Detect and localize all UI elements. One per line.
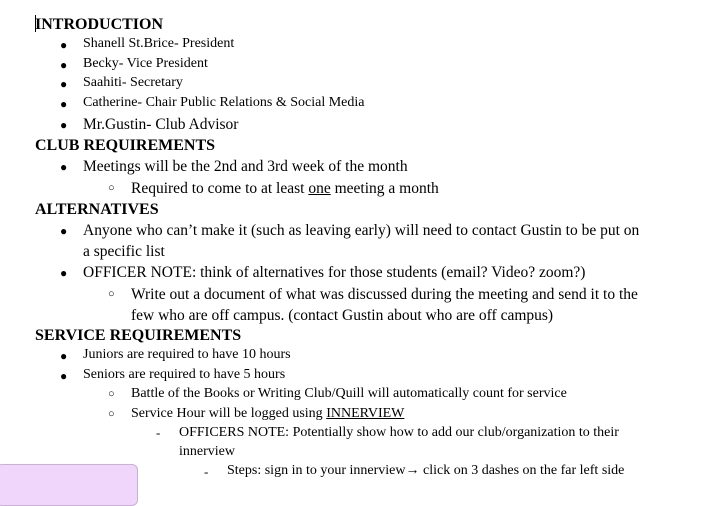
list-item-steps[interactable]: Steps: sign in to your innerview→ click on 3 dashes on the far left side bbox=[227, 463, 625, 478]
bullet-icon: ● bbox=[60, 97, 68, 111]
bullet-icon: ● bbox=[60, 349, 68, 363]
list-item-service-hour[interactable] bbox=[131, 407, 404, 421]
bullet-icon: ● bbox=[60, 38, 68, 52]
list-item-anyone-line1[interactable]: Anyone who can’t make it (such as leaving early) will need to contact Gustin to be put on bbox=[83, 222, 640, 239]
public-relations-text: Catherine- Chair Public Relations & Social Media bbox=[83, 95, 365, 110]
list-item-vice-president[interactable]: Becky- Vice President bbox=[83, 56, 208, 71]
dash-bullet-icon: - bbox=[204, 464, 209, 479]
required-text: Required to come to at least bbox=[131, 180, 309, 197]
list-item-president[interactable]: Shanell St.Brice- President bbox=[83, 36, 235, 51]
heading-service-requirements[interactable]: SERVICE REQUIREMENTS bbox=[35, 327, 242, 344]
sub-bullet-icon: ○ bbox=[108, 408, 115, 420]
heading-club-requirements[interactable]: CLUB REQUIREMENTS bbox=[35, 137, 216, 154]
list-item-officers-note-line2[interactable]: innerview bbox=[179, 444, 235, 459]
required-text-end: meeting a month bbox=[330, 180, 439, 197]
overlay-panel[interactable] bbox=[0, 464, 138, 506]
list-item-write-out-line2[interactable]: few who are off campus. (contact Gustin about who are off campus) bbox=[131, 307, 554, 324]
list-item-juniors[interactable]: Juniors are required to have 10 hours bbox=[83, 347, 291, 362]
required-emphasis: one bbox=[308, 180, 331, 197]
list-item-officers-note-line1[interactable]: OFFICERS NOTE: Potentially show how to add our club/organization to their bbox=[179, 425, 619, 440]
heading-introduction[interactable]: INTRODUCTION bbox=[35, 16, 164, 33]
list-item-anyone-line2[interactable]: a specific list bbox=[83, 243, 165, 260]
bullet-icon: ● bbox=[60, 118, 68, 132]
service-hour-text: Service Hour will be logged using bbox=[131, 406, 327, 421]
bullet-icon: ● bbox=[60, 160, 68, 174]
innerview-link[interactable]: INNERVIEW bbox=[326, 406, 405, 421]
list-item-required-meeting[interactable] bbox=[131, 181, 439, 197]
sub-bullet-icon: ○ bbox=[108, 388, 115, 400]
heading-alternatives[interactable]: ALTERNATIVES bbox=[35, 201, 159, 218]
bullet-icon: ● bbox=[60, 369, 68, 383]
list-item-write-out-line1[interactable]: Write out a document of what was discussed during the meeting and send it to the bbox=[131, 286, 638, 303]
list-item-battle-of-books[interactable]: Battle of the Books or Writing Club/Quill will automatically count for service bbox=[131, 386, 567, 401]
sub-bullet-icon: ○ bbox=[108, 288, 115, 300]
bullet-icon: ● bbox=[60, 77, 68, 91]
list-item-meetings[interactable]: Meetings will be the 2nd and 3rd week of the month bbox=[83, 158, 408, 175]
list-item-club-advisor[interactable]: Mr.Gustin- Club Advisor bbox=[83, 116, 239, 133]
list-item-officer-note[interactable]: OFFICER NOTE: think of alternatives for those students (email? Video? zoom?) bbox=[83, 264, 586, 281]
list-item-seniors[interactable]: Seniors are required to have 5 hours bbox=[83, 367, 286, 382]
dash-bullet-icon: - bbox=[156, 425, 161, 440]
sub-bullet-icon: ○ bbox=[108, 182, 115, 194]
bullet-icon: ● bbox=[60, 266, 68, 280]
bullet-icon: ● bbox=[60, 224, 68, 238]
bullet-icon: ● bbox=[60, 58, 68, 72]
list-item-secretary[interactable]: Saahiti- Secretary bbox=[83, 75, 183, 90]
list-item-public-relations[interactable] bbox=[83, 96, 365, 110]
